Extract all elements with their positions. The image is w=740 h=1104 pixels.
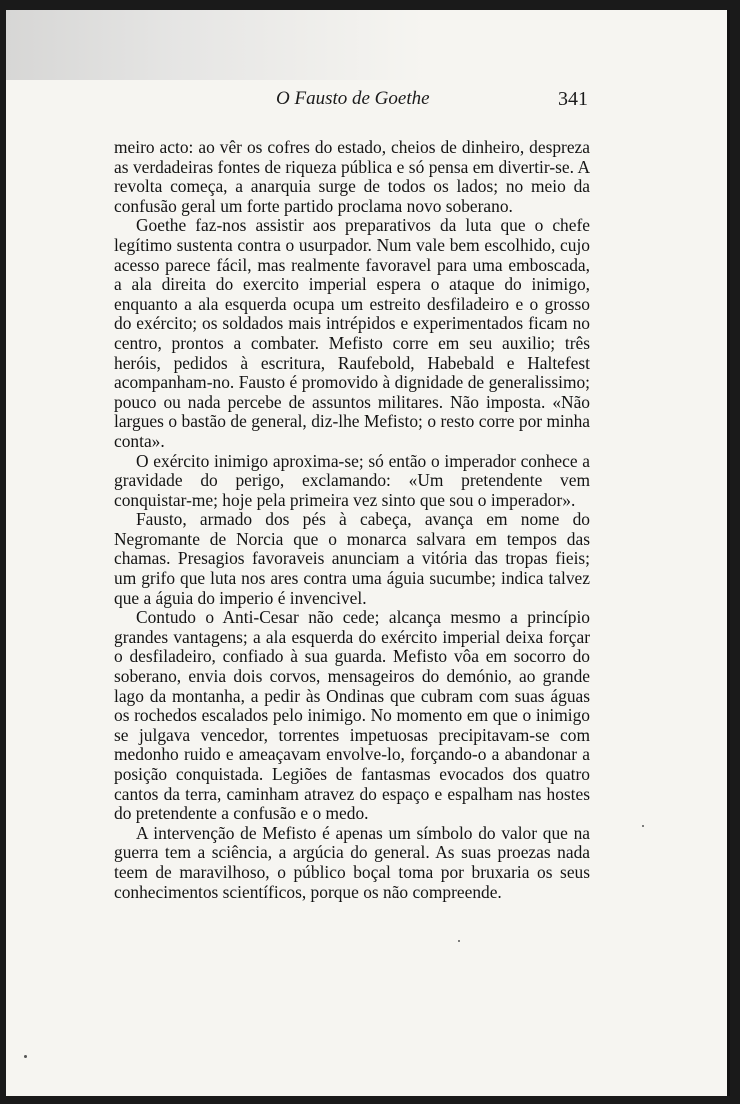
page-number: 341 (558, 88, 588, 110)
paper-speck (458, 940, 460, 942)
paragraph-5: Contudo o Anti-Cesar não cede; alcança mesmo a princípio grandes vantagens; a ala esquerda do exército imperial deixa forçar o desfiladeiro, confiado à sua guarda. Mefisto vôa em socorro do soberano, envia dois corvos, mensageiros do demónio, ao grande lago da montanha, a pedir às Ondinas que cubram com suas águas os rochedos escalados pelo inimigo. No momento em que o inimigo se julgava vencedor, torrentes impetuosas precipitavam-se com medonho ruido e ameaçavam envolve-lo, forçando-o a abandonar a posição conquistada. Legiões de fantasmas evocados dos quatro cantos da terra, caminham atravez do espaço e espalham nas hostes do pretendente a confusão e o medo. (114, 607, 590, 824)
body-text (114, 138, 590, 902)
paper-speck (642, 825, 644, 827)
paragraph-6: A intervenção de Mefisto é apenas um símbolo do valor que na guerra tem a sciência, a argúcia do general. As suas proezas nada teem de maravilhoso, o público boçal toma por bruxaria os seus conhecimentos scientíficos, porque os não compreende. (114, 822, 590, 902)
paragraph-4: Fausto, armado dos pés à cabeça, avança em nome do Negromante de Norcia que o monarca salvara em tempos das chamas. Presagios favoraveis anunciam a vitória das tropas fieis; um grifo que luta nos ares contra uma águia sucumbe; indica talvez que a águia do imperio é invencivel. (114, 509, 590, 608)
paper-speck (24, 1055, 27, 1058)
book-page (6, 10, 730, 1096)
scan-smudge (6, 10, 426, 80)
running-title: O Fausto de Goethe (276, 88, 430, 109)
paragraph-3: O exército inimigo aproxima-se; só então o imperador conhece a gravidade do perigo, exclamando: «Um pretendente vem conquistar-me; hoje pela primeira vez sinto que sou o imperador». (114, 450, 590, 510)
paragraph-2: Goethe faz-nos assistir aos preparativos da luta que o chefe legítimo sustenta contra o usurpador. Num vale bem escolhido, cujo acesso parece fácil, mas realmente favoravel para uma emboscada, a ala direita do exercito imperial espera o ataque do inimigo, enquanto a ala esquerda ocupa um estreito desfiladeiro e o grosso do exército; os soldados mais intrépidos e experimentados ficam no centro, prontos a combater. Mefisto corre em seu auxilio; três heróis, pedidos à escritura, Raufebold, Habebald e Haltefest acompanham-no. Fausto é promovido à dignidade de generalissimo; pouco ou nada percebe de assuntos militares. Não imposta. «Não largues o bastão de general, diz-lhe Mefisto; o resto corre por minha conta». (114, 215, 590, 451)
running-head (6, 88, 730, 118)
paragraph-1: meiro acto: ao vêr os cofres do estado, cheios de dinheiro, despreza as verdadeiras fontes de riqueza pública e só pensa em divertir-se. A revolta começa, a anarquia surge de todos os lados; no meio da confusão geral um forte partido proclama novo soberano. (114, 137, 590, 216)
